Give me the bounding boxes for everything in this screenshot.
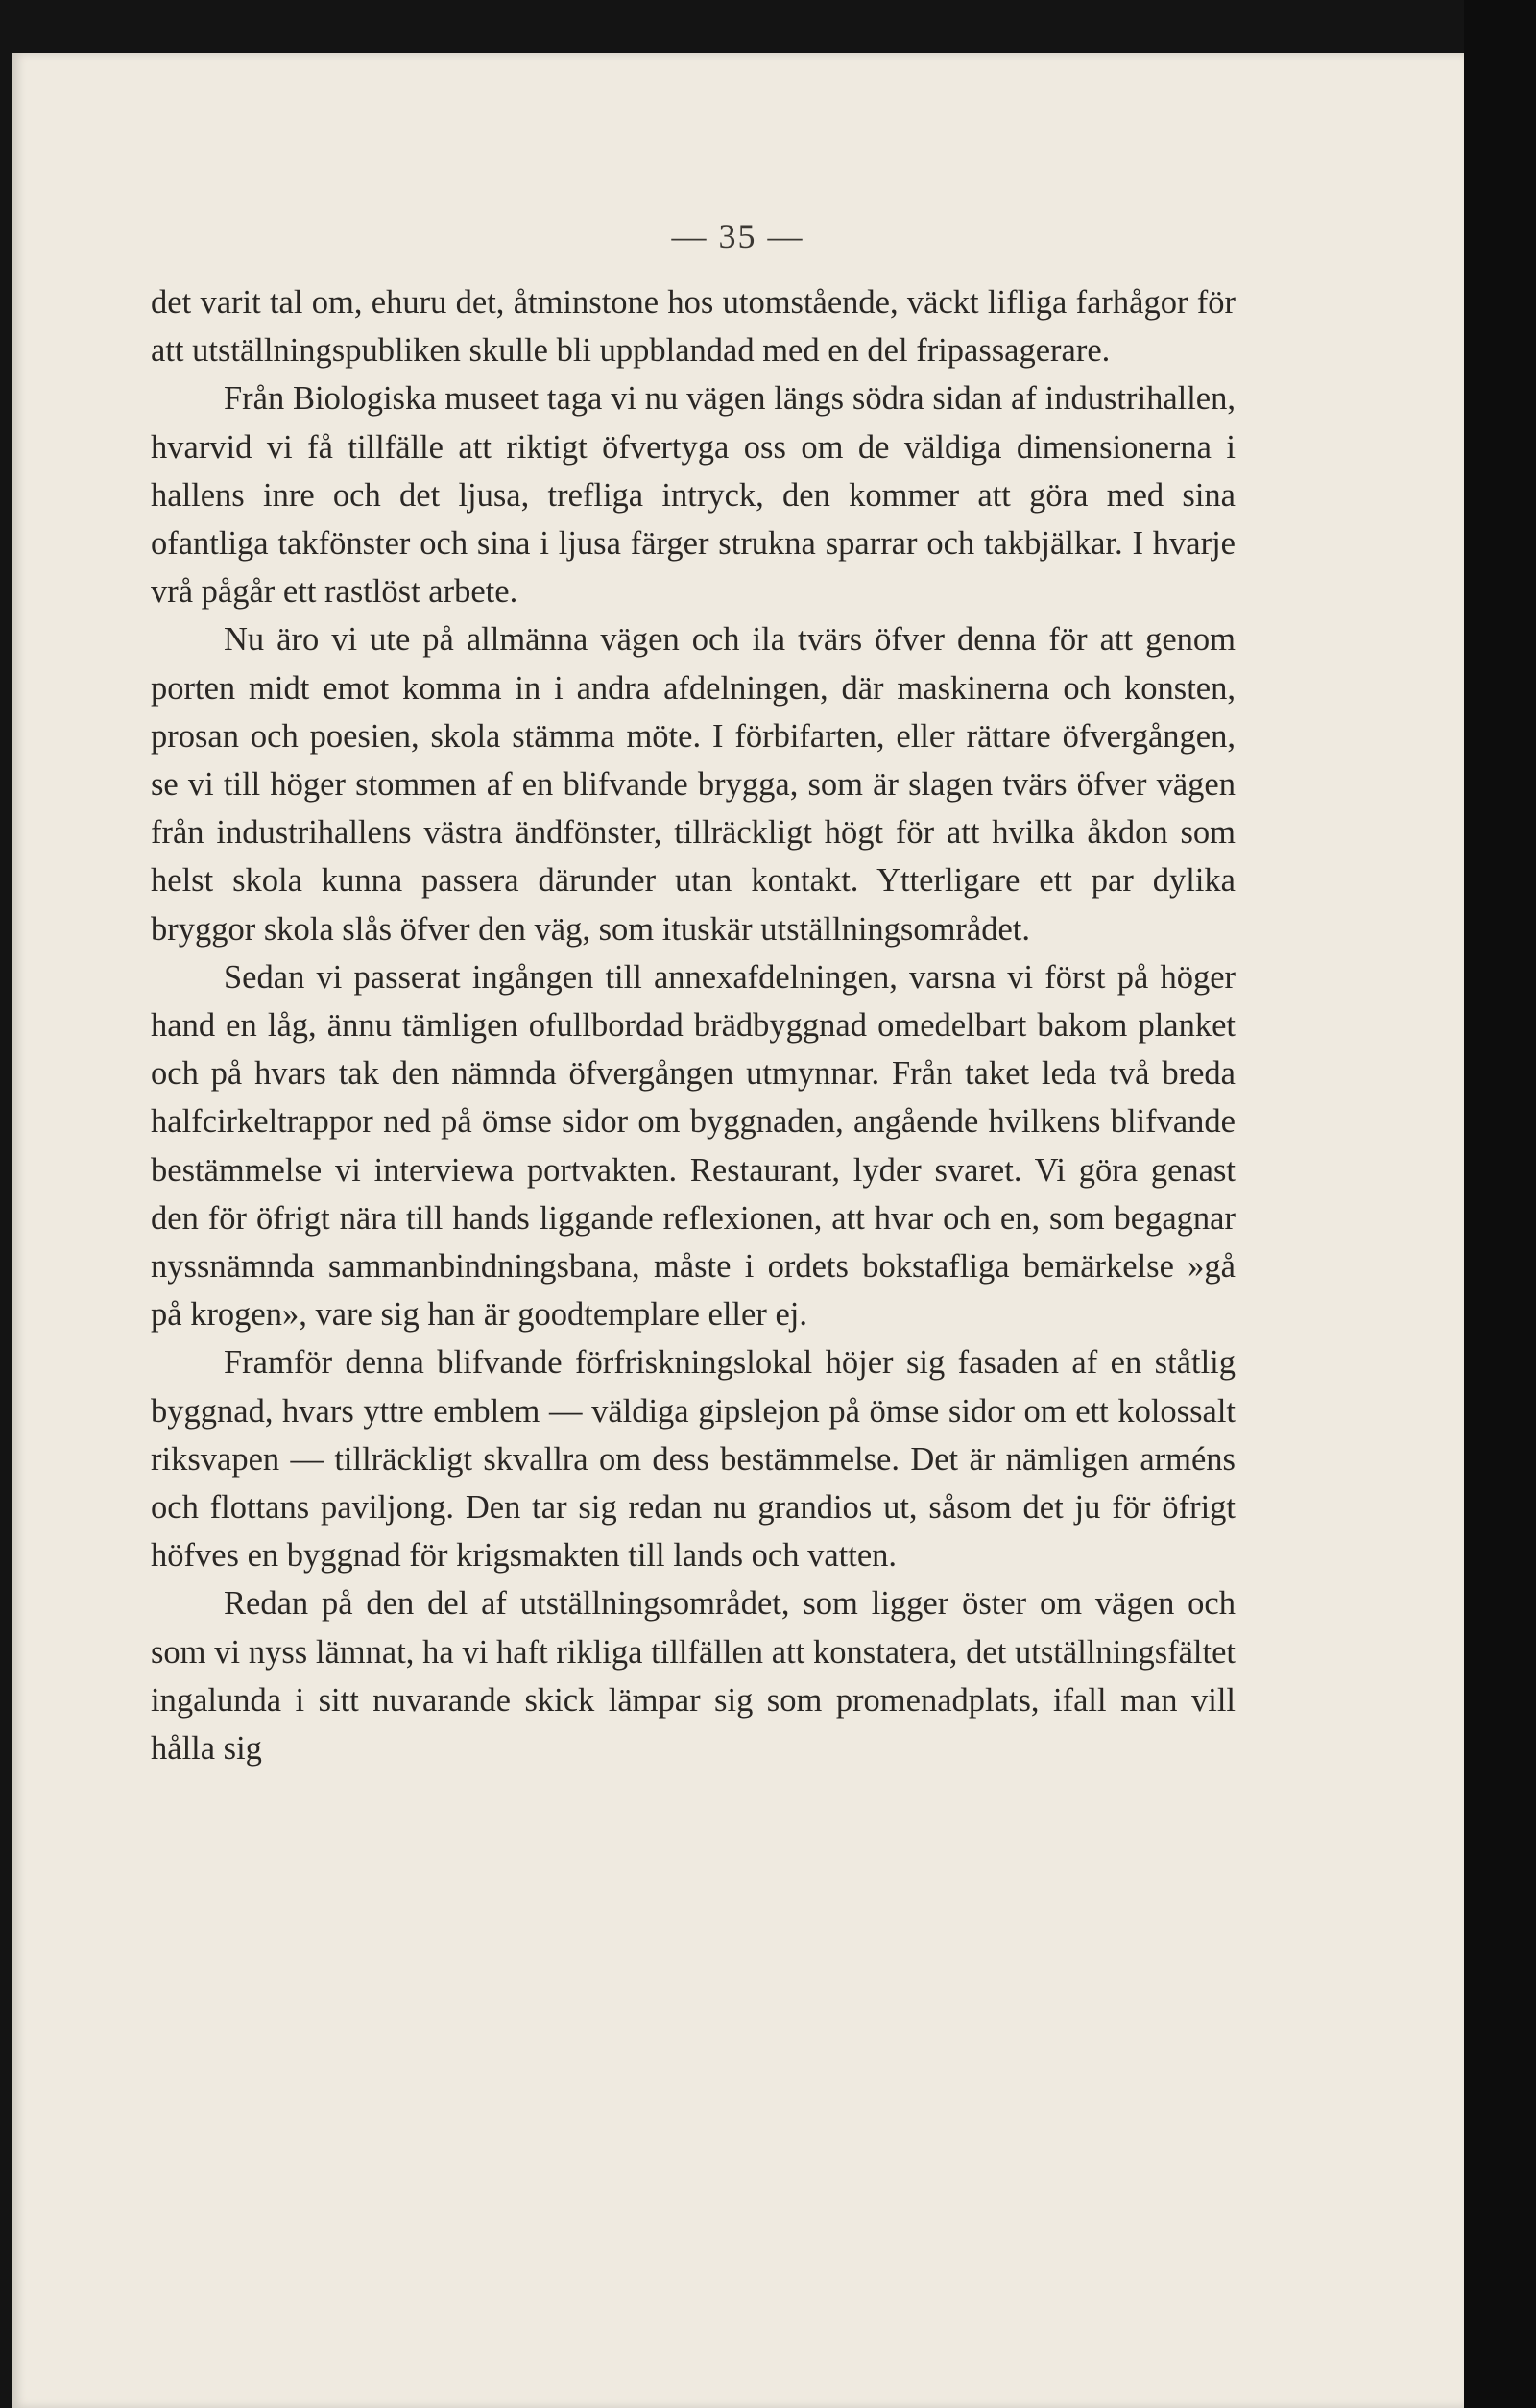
- paragraph-2: Från Biologiska museet taga vi nu vägen längs södra sidan af industrihallen, hvarvid vi få tillfälle att riktigt öfvertyga oss om de väldiga dimensionerna i hallens inre och det ljusa, trefliga intryck, den kommer att göra med sina ofantliga takfönster och sina i ljusa färger strukna sparrar och takbjälkar. I hvarje vrå pågår ett rastlöst arbete.: [151, 380, 1236, 611]
- scan-right-edge: [1464, 0, 1536, 2408]
- body-text: [151, 278, 1236, 1772]
- paragraph-4: Sedan vi passerat ingången till annexafdelningen, varsna vi först på höger hand en låg, ännu tämligen ofullbordad brädbyggnad omedelbart bakom planket och på hvars tak den nämnda öfvergången utmynnar. Från taket leda två breda halfcirkeltrappor ned på ömse sidor om byggnaden, angående hvilkens blifvande bestämmelse vi interviewa portvakten. Restaurant, lyder svaret. Vi göra genast den för öfrigt nära till hands liggande reflexionen, att hvar och en, som begagnar nyssnämnda sammanbindningsbana, måste i ordets bokstafliga bemärkelse »gå på krogen», vare sig han är goodtemplare eller ej.: [151, 958, 1236, 1334]
- paragraph-1: det varit tal om, ehuru det, åtminstone hos utomstående, väckt lifliga farhågor för att utställningspubliken skulle bli uppblandad med en del fripassagerare.: [151, 284, 1236, 370]
- paragraph-5: Framför denna blifvande förfriskningslokal höjer sig fasaden af en ståtlig byggnad, hvars yttre emblem — väldiga gipslejon på ömse sidor om ett kolossalt riksvapen — tillräckligt skvallra om dess bestämmelse. Det är nämligen arméns och flottans paviljong. Den tar sig redan nu grandios ut, såsom det ju för öfrigt höfves en byggnad för krigsmakten till lands och vatten.: [151, 1344, 1236, 1575]
- paragraph-6: Redan på den del af utställningsområdet, som ligger öster om vägen och som vi nyss lämnat, ha vi haft rikliga tillfällen att konstatera, det utställningsfältet ingalunda i sitt nuvarande skick lämpar sig som promenadplats, ifall man vill hålla sig: [151, 1585, 1236, 1768]
- paragraph-3: Nu äro vi ute på allmänna vägen och ila tvärs öfver denna för att genom porten midt emot komma in i andra afdelningen, där maskinerna och konsten, prosan och poesien, skola stämma möte. I förbifarten, eller rättare öfvergången, se vi till höger stommen af en blifvande brygga, som är slagen tvärs öfver vägen från industrihallens västra ändfönster, tillräckligt högt för att hvilka åkdon som helst skola kunna passera därunder utan kontakt. Ytterligare ett par dylika bryggor skola slås öfver den väg, som ituskär utställningsområdet.: [151, 621, 1236, 948]
- page-number: — 35 —: [671, 217, 804, 255]
- book-page: [12, 53, 1464, 2408]
